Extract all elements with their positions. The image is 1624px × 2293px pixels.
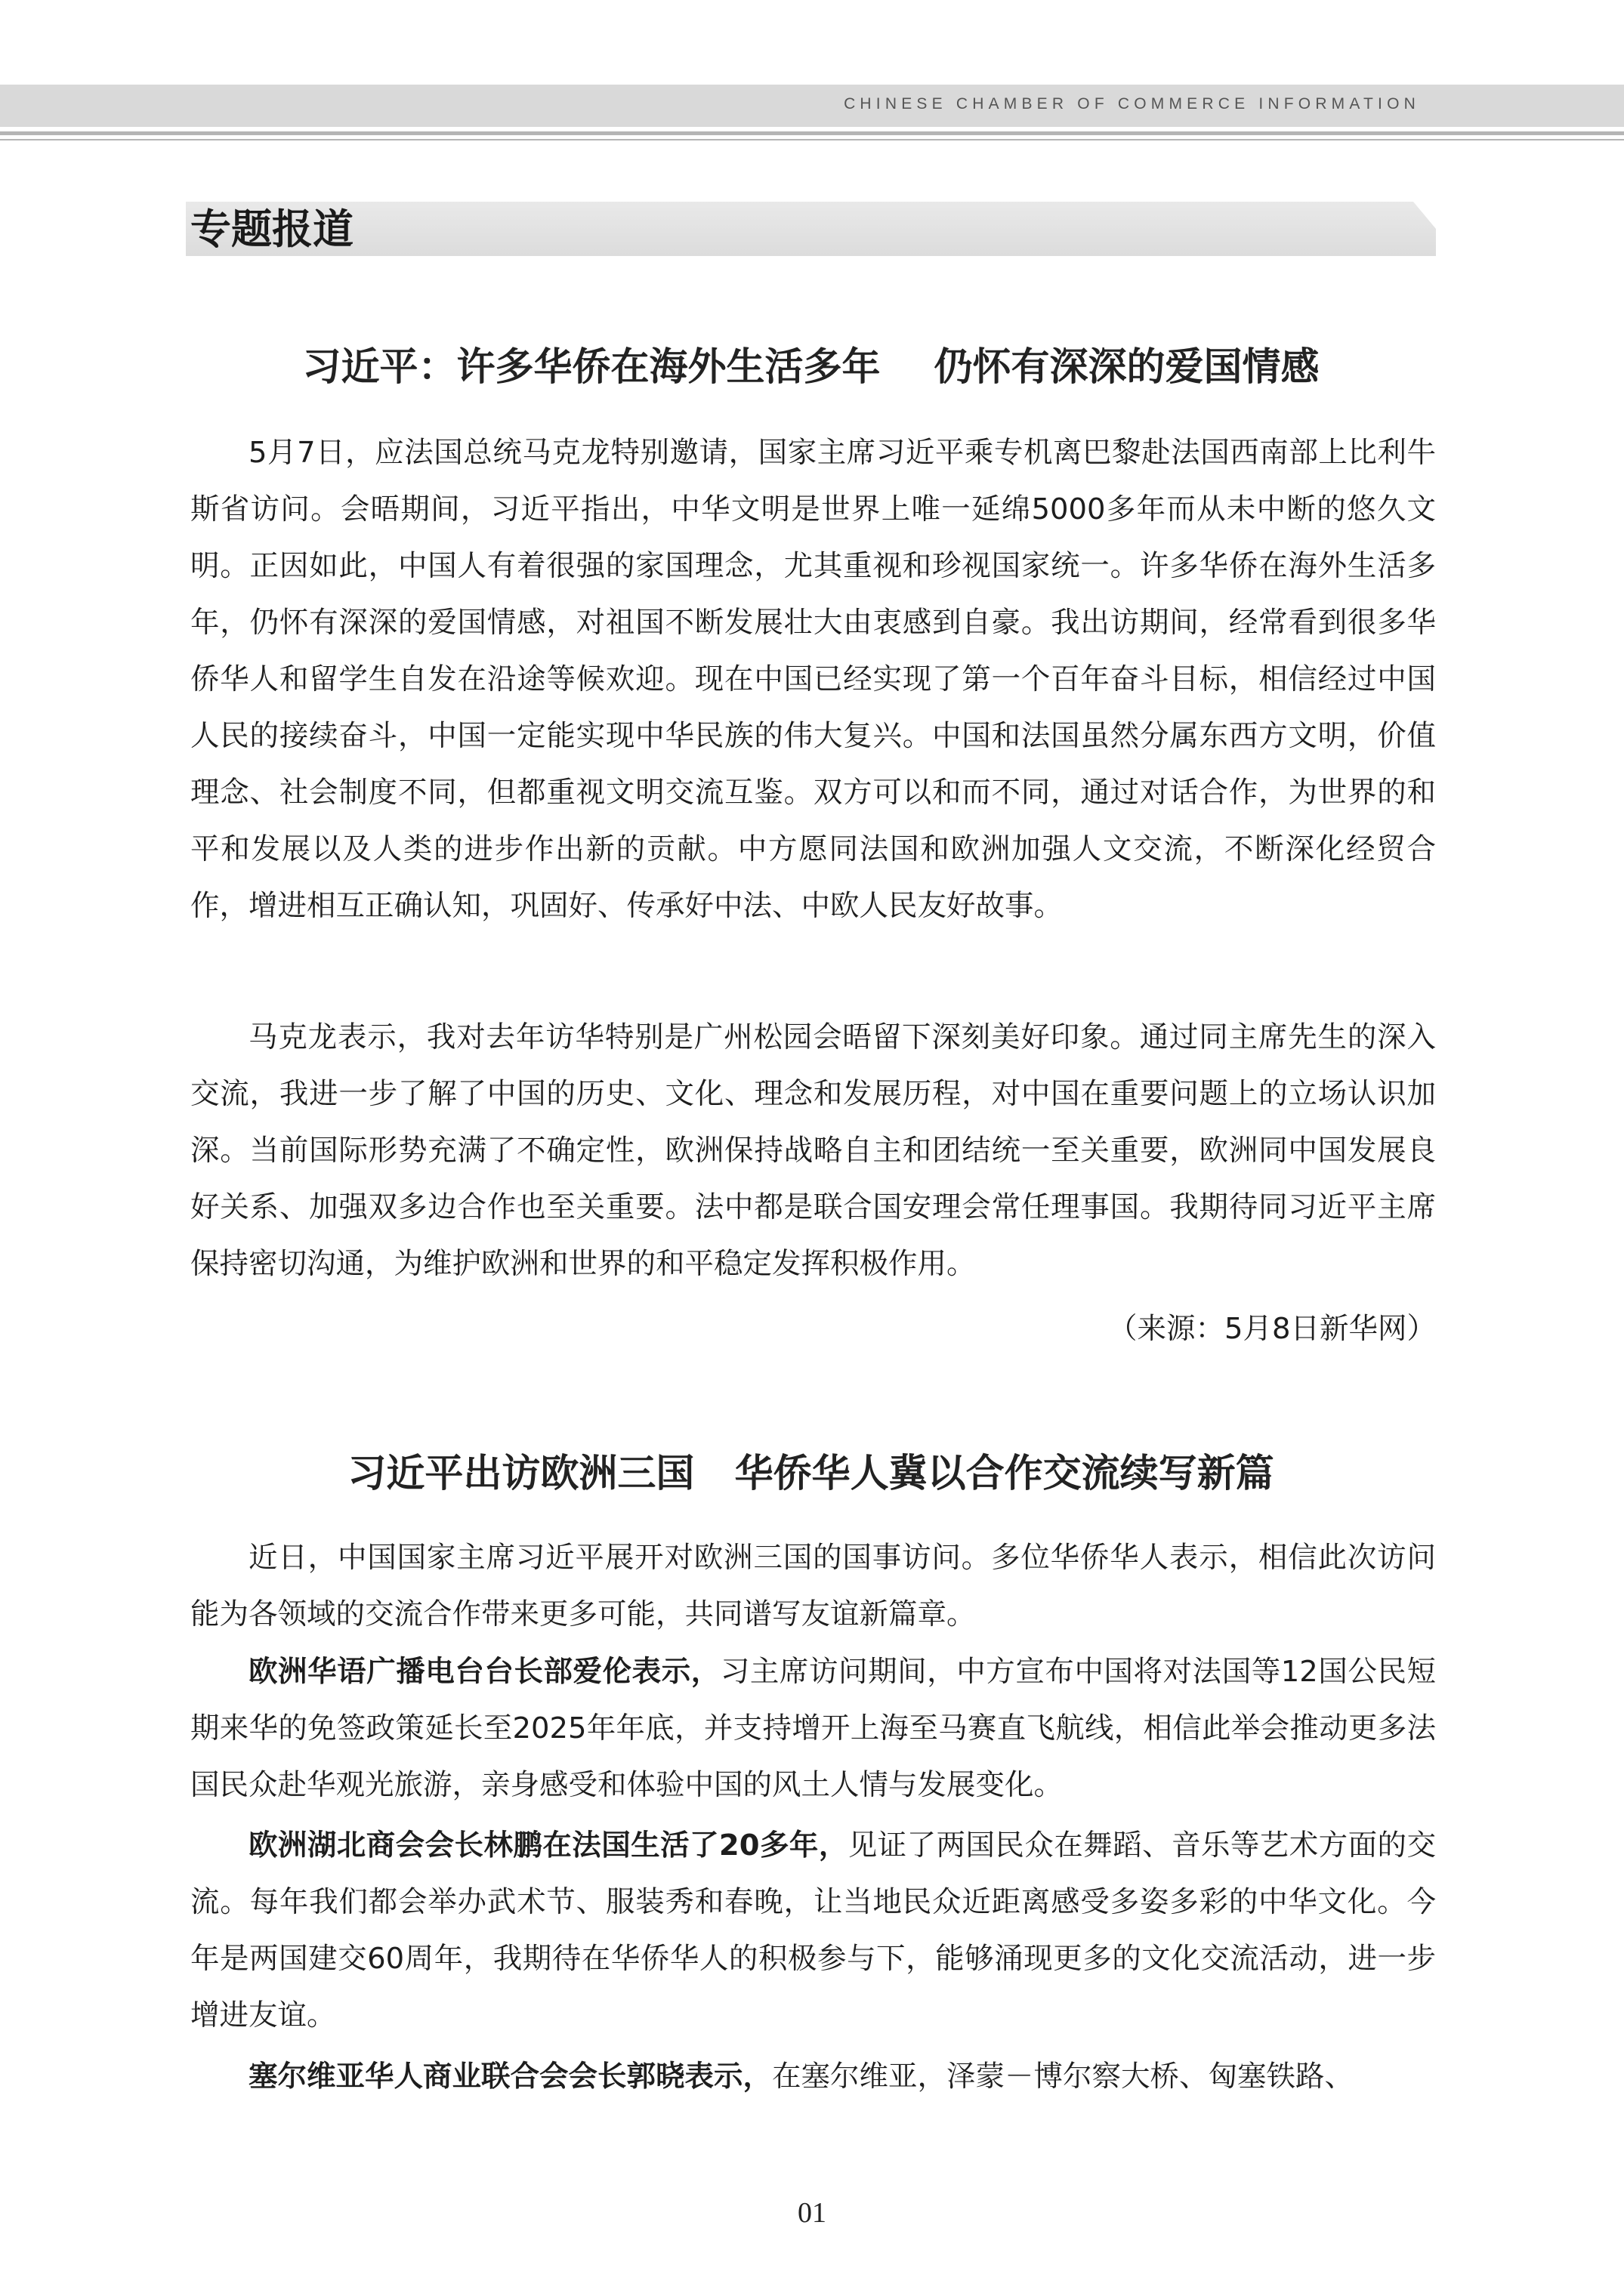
article-2-intro: 近日，中国国家主席习近平展开对欧洲三国的国事访问。多位华侨华人表示，相信此次访问能为各领域的交流合作带来更多可能，共同谱写友谊新篇章。 bbox=[190, 1541, 1436, 1631]
quote-speaker: 欧洲华语广播电台台长部爱伦表示， bbox=[249, 1655, 721, 1689]
publication-name: CHINESE CHAMBER OF COMMERCE INFORMATION bbox=[844, 95, 1420, 113]
quote-text: 见证了两国民众在舞蹈、音乐等艺术方面的交流。每年我们都会举办武术节、服装秀和春晚，让当地民众近距离感受多姿多彩的中华文化。今年是两国建交60周年，我期待在华侨华人的积极参与下，能够涌现更多的文化交流活动，进一步增进友谊。 bbox=[190, 1829, 1436, 2032]
quote-text: 习主席访问期间，中方宣布中国将对法国等12国公民短期来华的免签政策延长至2025年年底，并支持增开上海至马赛直飞航线，相信此举会推动更多法国民众赴华观光旅游，亲身感受和体验中国的风土人情与发展变化。 bbox=[190, 1655, 1436, 1802]
quote-speaker: 欧洲湖北商会会长林鹏在法国生活了20多年， bbox=[249, 1829, 848, 1862]
article-title-1: 习近平：许多华侨在海外生活多年 仍怀有深深的爱国情感 bbox=[302, 345, 1320, 390]
article-title-2: 习近平出访欧洲三国 华侨华人冀以合作交流续写新篇 bbox=[347, 1452, 1274, 1496]
article-2-quote bbox=[190, 1643, 1436, 1813]
article-2-quote bbox=[190, 1817, 1436, 2044]
article-source: （来源：5月8日新华网） bbox=[1108, 1312, 1436, 1346]
article-2-quote bbox=[190, 2048, 1436, 2105]
section-title: 专题报道 bbox=[190, 205, 354, 253]
header-rule bbox=[0, 131, 1624, 135]
quote-speaker: 塞尔维亚华人商业联合会会长郭晓表示， bbox=[249, 2060, 773, 2094]
quote-text: 在塞尔维亚，泽蒙－博尔察大桥、匈塞铁路、 bbox=[772, 2060, 1354, 2094]
article-1-paragraph: 5月7日，应法国总统马克龙特别邀请，国家主席习近平乘专机离巴黎赴法国西南部上比利牛斯省访问。会晤期间，习近平指出，中华文明是世界上唯一延绵5000多年而从未中断的悠久文明。正因如此，中国人有着很强的家国理念，尤其重视和珍视国家统一。许多华侨在海外生活多年，仍怀有深深的爱国情感，对祖国不断发展壮大由衷感到自豪。我出访期间，经常看到很多华侨华人和留学生自发在沿途等候欢迎。现在中国已经实现了第一个百年奋斗目标，相信经过中国人民的接续奋斗，中国一定能实现中华民族的伟大复兴。中国和法国虽然分属东西方文明，价值理念、社会制度不同，但都重视文明交流互鉴。双方可以和而不同，通过对话合作，为世界的和平和发展以及人类的进步作出新的贡献。中方愿同法国和欧洲加强人文交流，不断深化经贸合作，增进相互正确认知，巩固好、传承好中法、中欧人民友好故事。 bbox=[190, 436, 1436, 923]
section-banner bbox=[186, 202, 1436, 256]
article-1-paragraph: 马克龙表示，我对去年访华特别是广州松园会晤留下深刻美好印象。通过同主席先生的深入交流，我进一步了解了中国的历史、文化、理念和发展历程，对中国在重要问题上的立场认识加深。当前国际形势充满了不确定性，欧洲保持战略自主和团结统一至关重要，欧洲同中国发展良好关系、加强双多边合作也至关重要。法中都是联合国安理会常任理事国。我期待同习近平主席保持密切沟通，为维护欧洲和世界的和平稳定发挥积极作用。 bbox=[190, 1020, 1436, 1281]
header-rule-thin bbox=[0, 139, 1624, 140]
page-number: 01 bbox=[798, 2197, 826, 2229]
